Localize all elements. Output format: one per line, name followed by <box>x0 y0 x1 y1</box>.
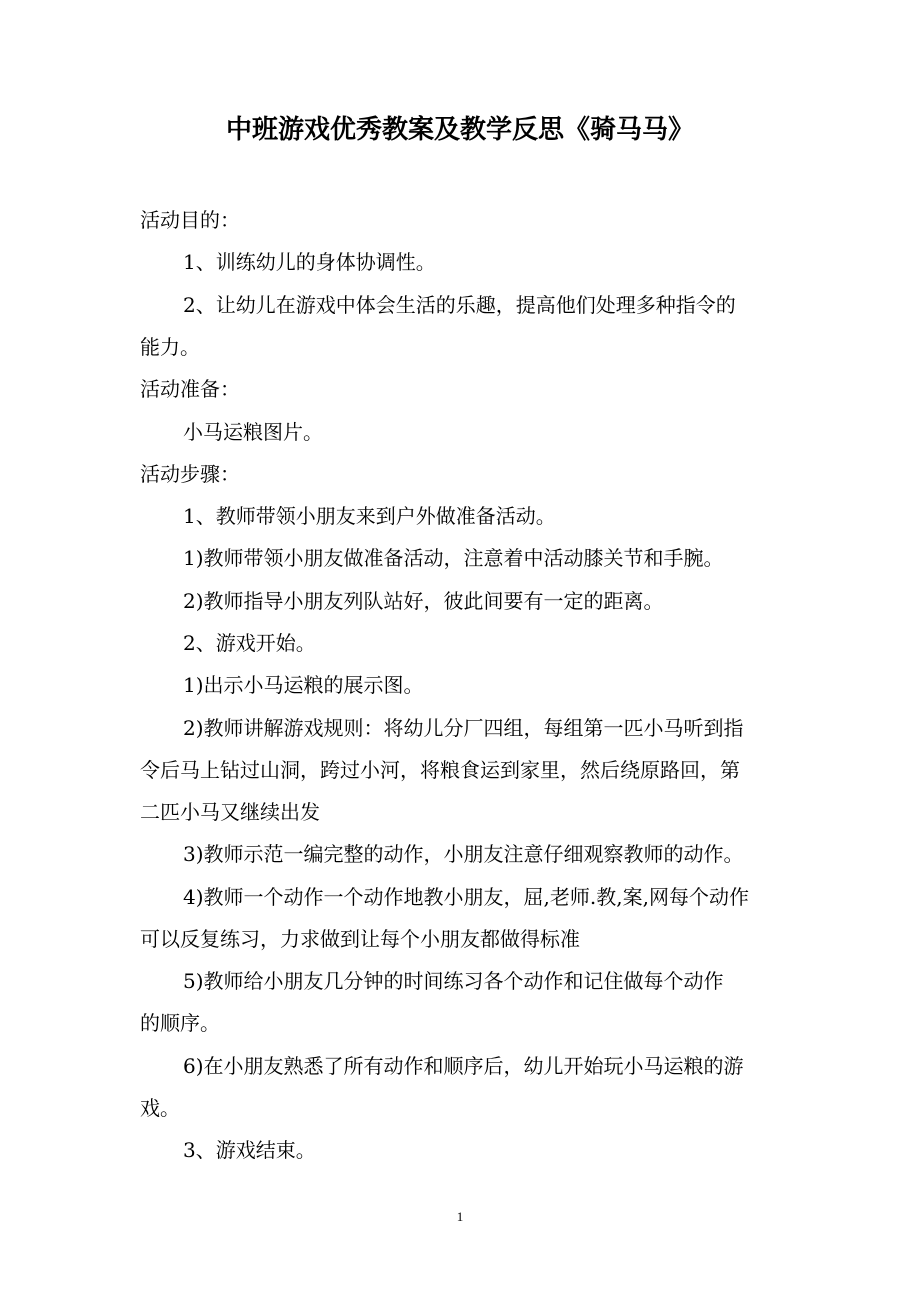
paragraph-line: 的顺序。 <box>140 1011 220 1035</box>
paragraph-line: 2)教师指导小朋友列队站好，彼此间要有一定的距离。 <box>183 589 664 613</box>
paragraph-line: 2、游戏开始。 <box>183 631 316 655</box>
section-heading-goals: 活动目的： <box>140 208 240 232</box>
section-heading-steps: 活动步骤： <box>140 462 240 486</box>
paragraph-line: 令后马上钻过山洞，跨过小河，将粮食运到家里，然后绕原路回，第 <box>140 758 740 782</box>
paragraph-line: 二匹小马又继续出发 <box>140 800 320 824</box>
paragraph-line: 2、让幼儿在游戏中体会生活的乐趣，提高他们处理多种指令的 <box>183 293 736 317</box>
section-heading-preparation: 活动准备： <box>140 377 240 401</box>
paragraph-line: 6)在小朋友熟悉了所有动作和顺序后，幼儿开始玩小马运粮的游 <box>183 1054 744 1078</box>
paragraph-line: 4)教师一个动作一个动作地教小朋友，屈,老师.教,案,网每个动作 <box>183 885 749 909</box>
paragraph-line: 1)出示小马运粮的展示图。 <box>183 673 424 697</box>
paragraph-line: 1、训练幼儿的身体协调性。 <box>183 250 436 274</box>
paragraph-line: 小马运粮图片。 <box>183 420 323 444</box>
paragraph-line: 2)教师讲解游戏规则：将幼儿分厂四组，每组第一匹小马听到指 <box>183 716 744 740</box>
paragraph-line: 能力。 <box>140 335 200 359</box>
paragraph-line: 1、教师带领小朋友来到户外做准备活动。 <box>183 504 556 528</box>
paragraph-line: 3)教师示范一编完整的动作，小朋友注意仔细观察教师的动作。 <box>183 842 744 866</box>
paragraph-line: 戏。 <box>140 1096 180 1120</box>
paragraph-line: 5)教师给小朋友几分钟的时间练习各个动作和记住做每个动作 <box>183 969 724 993</box>
paragraph-line: 3、游戏结束。 <box>183 1138 316 1162</box>
document-title: 中班游戏优秀教案及教学反思《骑马马》 <box>225 115 694 145</box>
paragraph-line: 1)教师带领小朋友做准备活动，注意着中活动膝关节和手腕。 <box>183 546 724 570</box>
page-number: 1 <box>456 1209 464 1224</box>
paragraph-line: 可以反复练习，力求做到让每个小朋友都做得标准 <box>140 927 580 951</box>
